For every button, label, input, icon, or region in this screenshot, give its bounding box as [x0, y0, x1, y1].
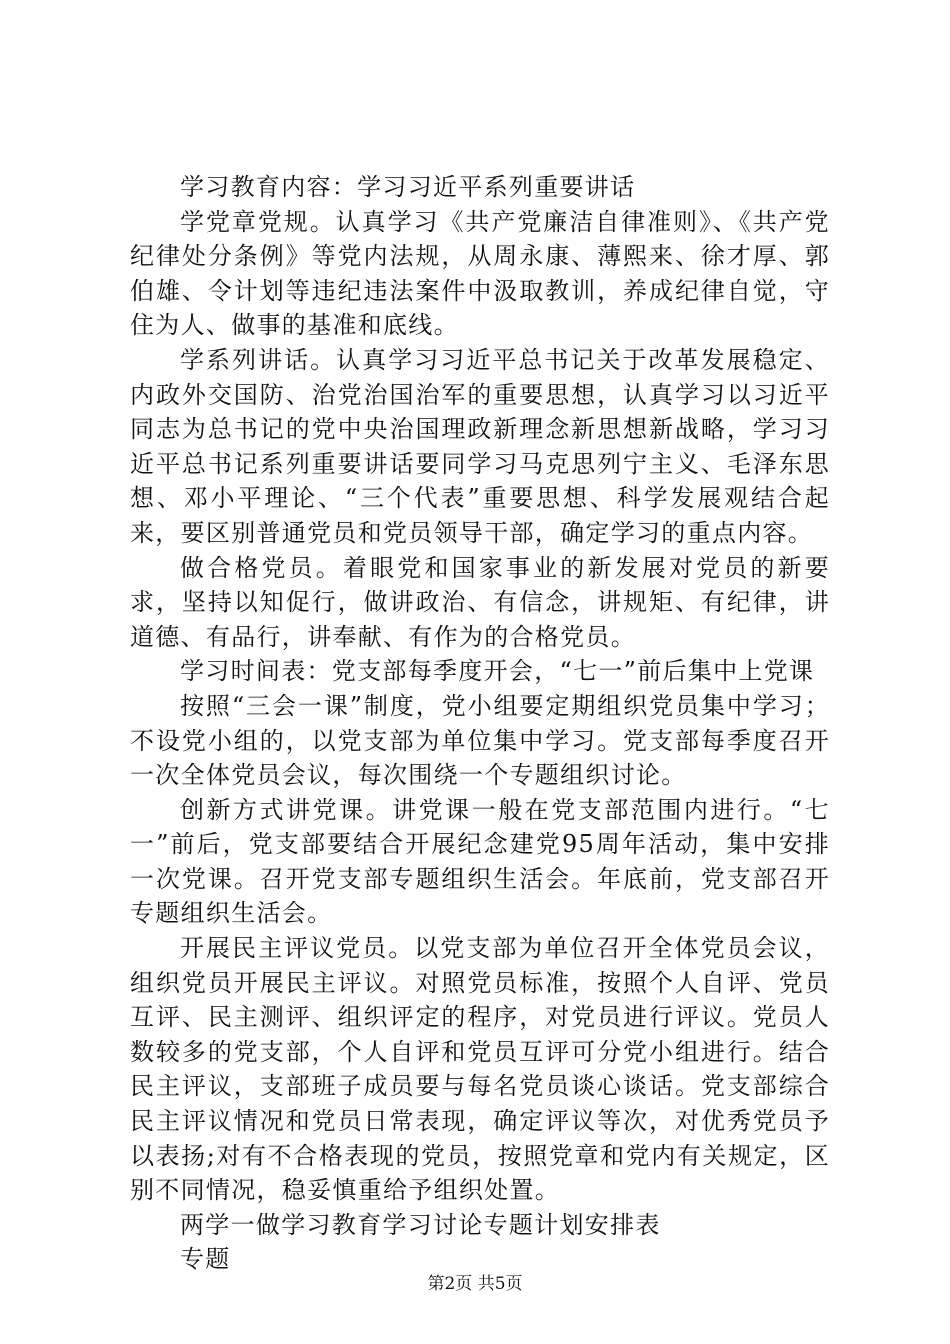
- section-heading-study-content: 学习教育内容：学习习近平系列重要讲话: [180, 173, 636, 201]
- paragraph-three-meetings: 按照“三会一课”制度，党小组要定期组织党员集中学习；不设党小组的，以党支部为单位集中学习。党支部每季度召开一次全体党员会议，每次围绕一个专题组织讨论。: [130, 691, 830, 790]
- paragraph-democratic-review: 开展民主评议党员。以党支部为单位召开全体党员会议，组织党员开展民主评议。对照党员标准，按照个人自评、党员互评、民主测评、组织评定的程序，对党员进行评议。党员人数较多的党支部，个人自评和党员互评可分党小组进行。结合民主评议，支部班子成员要与每名党员谈心谈话。党支部综合民主评议情况和党员日常表现，确定评议等次，对优秀党员予以表扬;对有不合格表现的党员，按照党章和党内有关规定，区别不同情况，稳妥慎重给予组织处置。: [130, 934, 830, 1205]
- document-body: [130, 170, 830, 1277]
- paragraph-party-rules: 学党章党规。认真学习《共产党廉洁自律准则》、《共产党纪律处分条例》等党内法规，从周永康、薄熙来、徐才厚、郭伯雄、令计划等违纪违法案件中汲取教训，养成纪律自觉，守住为人、做事的基准和底线。: [130, 207, 830, 340]
- paragraph-topic-label: 专题: [180, 1245, 231, 1274]
- paragraph-party-lecture: 创新方式讲党课。讲党课一般在党支部范围内进行。“七一”前后，党支部要结合开展纪念建党95周年活动，集中安排一次党课。召开党支部专题组织生活会。年底前，党支部召开专题组织生活会。: [130, 795, 830, 928]
- section-heading-schedule: 学习时间表：党支部每季度开会，“七一”前后集中上党课: [180, 657, 815, 686]
- section-heading-plan-table: 两学一做学习教育学习讨论专题计划安排表: [180, 1210, 661, 1239]
- page-number-footer: 第2页 共5页: [427, 1274, 523, 1294]
- paragraph-qualified-member: 做合格党员。着眼党和国家事业的新发展对党员的新要求，坚持以知促行，做讲政治、有信念，讲规矩、有纪律，讲道德、有品行，讲奉献、有作为的合格党员。: [130, 553, 830, 651]
- paragraph-series-speeches: 学系列讲话。认真学习习近平总书记关于改革发展稳定、内政外交国防、治党治国治军的重要思想，认真学习以习近平同志为总书记的党中央治国理政新理念新思想新战略，学习习近平总书记系列重要讲话要同学习马克思列宁主义、毛泽东思想、邓小平理论、“三个代表”重要思想、科学发展观结合起来，要区别普通党员和党员领导干部，确定学习的重点内容。: [130, 345, 830, 547]
